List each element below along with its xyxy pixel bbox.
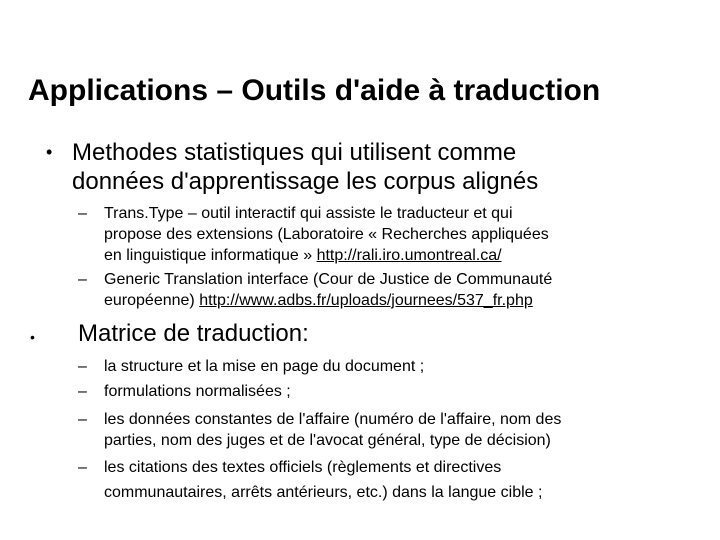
subitem-line: la structure et la mise en page du document ; — [104, 358, 425, 375]
dash-marker: – — [78, 383, 87, 400]
subitem-structure — [78, 356, 425, 377]
subitem-formulations — [78, 381, 291, 402]
slide-title: Applications – Outils d'aide à traduction — [28, 74, 601, 107]
bullet-dot: • — [46, 142, 53, 162]
subitem-line: Trans.Type – outil interactif qui assiste le traducteur et qui — [104, 205, 513, 222]
subitem-line: formulations normalisées ; — [104, 383, 291, 400]
dash-marker: – — [78, 459, 87, 476]
adbs-link[interactable]: http://www.adbs.fr/uploads/journees/537_fr.php — [199, 292, 533, 309]
subitem-generic-translation — [78, 269, 553, 311]
dash-marker: – — [78, 358, 87, 375]
subitem-line: les données constantes de l'affaire (numéro de l'affaire, nom des — [104, 411, 562, 428]
bullet-translation-matrix — [30, 319, 309, 348]
subitem-line — [104, 245, 549, 266]
dash-marker: – — [78, 205, 87, 222]
subitem-transtype — [78, 203, 549, 266]
subitem-line: communautaires, arrêts antérieurs, etc.) dans la langue cible ; — [104, 484, 543, 501]
bullet-statistical-methods — [46, 138, 539, 196]
subitem-line: Generic Translation interface (Cour de Justice de Communauté — [104, 271, 553, 288]
bullet-dot: • — [30, 329, 35, 345]
subitem-line: parties, nom des juges et de l'avocat général, type de décision) — [104, 432, 551, 449]
subitem-line — [104, 290, 552, 311]
subitem-citations — [78, 457, 543, 503]
subitem-line: propose des extensions (Laboratoire « Recherches appliquées — [104, 226, 549, 243]
rali-link[interactable]: http://rali.iro.umontreal.ca/ — [316, 247, 502, 264]
dash-marker: – — [78, 271, 87, 288]
bullet-text-line: données d'apprentissage les corpus alignés — [72, 168, 539, 195]
subitem-line: les citations des textes officiels (règlements et directives — [104, 459, 502, 476]
subitem-text: européenne) — [104, 292, 200, 309]
bullet-text-line: Methodes statistiques qui utilisent comme — [72, 139, 517, 166]
bullet-text-line: Matrice de traduction: — [78, 320, 309, 347]
subitem-constant-data — [78, 409, 562, 451]
dash-marker: – — [78, 411, 87, 428]
subitem-text: en linguistique informatique » — [104, 247, 317, 264]
